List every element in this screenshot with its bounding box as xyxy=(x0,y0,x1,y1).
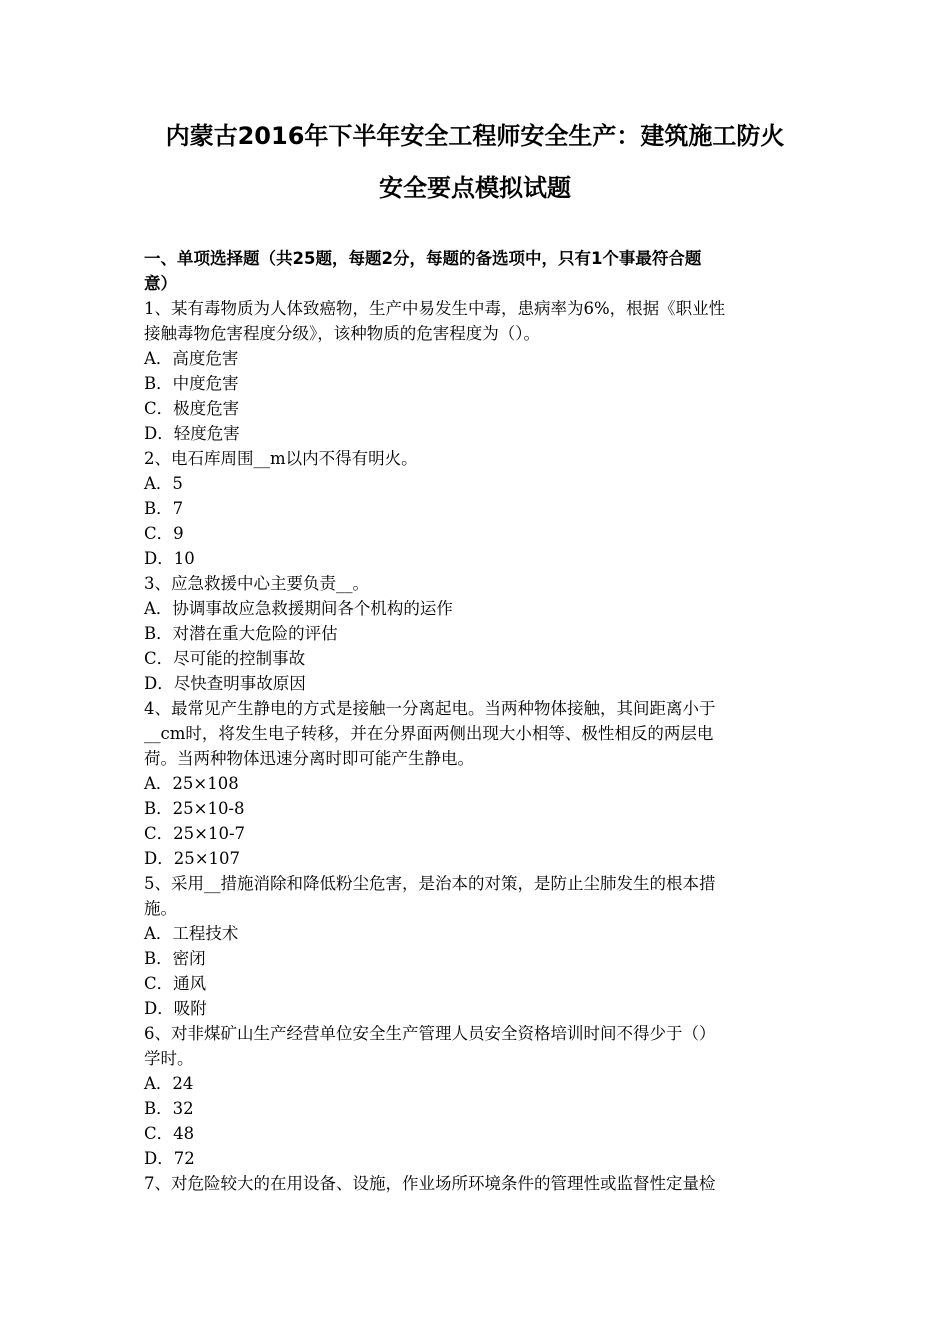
section-heading-continued: 意） xyxy=(144,274,177,293)
question-1-option-c: C．极度危害 xyxy=(144,399,240,418)
document-title-line-1: 内蒙古2016年下半年安全工程师安全生产：建筑施工防火 xyxy=(165,122,785,150)
question-2-option-c: C．9 xyxy=(144,524,184,543)
question-6-text-continued: 学时。 xyxy=(144,1049,194,1068)
question-3-option-d: D．尽快查明事故原因 xyxy=(144,674,306,693)
section-heading: 一、单项选择题（共25题，每题2分，每题的备选项中，只有1个事最符合题 xyxy=(144,249,702,268)
question-5-option-a: A．工程技术 xyxy=(144,924,239,943)
document-title-line-2: 安全要点模拟试题 xyxy=(379,174,571,202)
question-4-text: 4、最常见产生静电的方式是接触一分离起电。当两种物体接触，其间距离小于 xyxy=(144,699,716,718)
question-2-text: 2、电石库周围__m以内不得有明火。 xyxy=(144,449,418,468)
question-1-option-b: B．中度危害 xyxy=(144,374,239,393)
question-4-option-c: C．25×10-7 xyxy=(144,824,246,843)
question-7-text: 7、对危险较大的在用设备、设施，作业场所环境条件的管理性或监督性定量检 xyxy=(144,1174,716,1193)
question-1-option-a: A．高度危害 xyxy=(144,349,239,368)
question-3-option-a: A．协调事故应急救援期间各个机构的运作 xyxy=(144,599,453,618)
question-4-option-a: A．25×108 xyxy=(144,774,239,793)
question-6-option-a: A．24 xyxy=(144,1074,194,1093)
question-4-text-continued: __cm时，将发生电子转移，并在分界面两侧出现大小相等、极性相反的两层电 xyxy=(144,724,714,743)
question-6-option-d: D．72 xyxy=(144,1149,195,1168)
question-6-option-c: C．48 xyxy=(144,1124,195,1143)
question-5-option-b: B．密闭 xyxy=(144,949,206,968)
question-5-option-c: C．通风 xyxy=(144,974,207,993)
question-2-option-a: A．5 xyxy=(144,474,183,493)
question-3-option-c: C．尽可能的控制事故 xyxy=(144,649,306,668)
question-1-option-d: D．轻度危害 xyxy=(144,424,240,443)
question-3-text: 3、应急救援中心主要负责__。 xyxy=(144,574,369,593)
question-6-text: 6、对非煤矿山生产经营单位安全生产管理人员安全资格培训时间不得少于（） xyxy=(144,1024,716,1043)
question-5-text-continued: 施。 xyxy=(144,899,177,918)
question-1-text: 1、某有毒物质为人体致癌物，生产中易发生中毒，患病率为6%，根据《职业性 xyxy=(144,299,726,318)
question-4-option-b: B．25×10-8 xyxy=(144,799,245,818)
document-body xyxy=(144,246,812,1196)
question-3-option-b: B．对潜在重大危险的评估 xyxy=(144,624,338,643)
question-2-option-b: B．7 xyxy=(144,499,184,518)
question-5-option-d: D．吸附 xyxy=(144,999,207,1018)
question-4-text-continued: 荷。当两种物体迅速分离时即可能产生静电。 xyxy=(144,749,474,768)
question-6-option-b: B．32 xyxy=(144,1099,194,1118)
question-1-text-continued: 接触毒物危害程度分级》，该种物质的危害程度为（）。 xyxy=(144,324,540,343)
question-2-option-d: D．10 xyxy=(144,549,195,568)
question-5-text: 5、采用__措施消除和降低粉尘危害，是治本的对策，是防止尘肺发生的根本措 xyxy=(144,874,716,893)
question-4-option-d: D．25×107 xyxy=(144,849,241,868)
